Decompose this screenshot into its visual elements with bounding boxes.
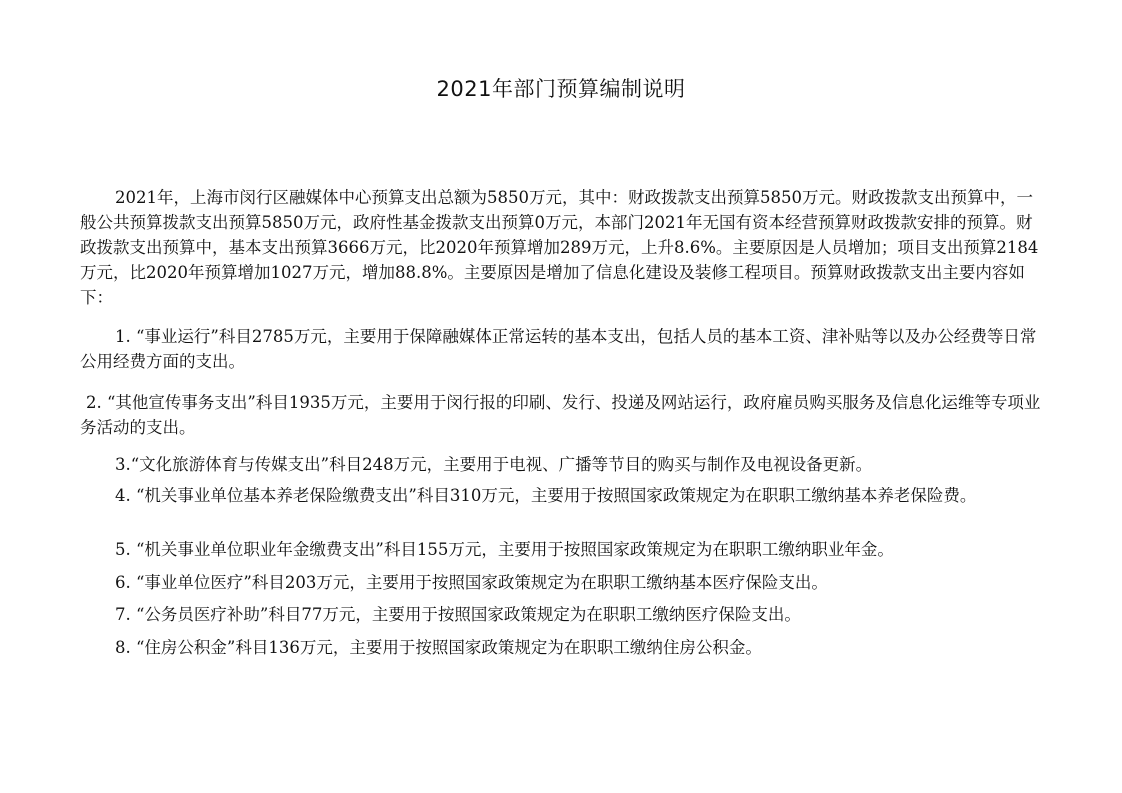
list-item: 3.“文化旅游体育与传媒支出”科目248万元，主要用于电视、广播等节目的购买与制作及电视设备更新。 [115, 455, 873, 474]
page-title: 2021年部门预算编制说明 [436, 77, 686, 101]
list-item: 1. “事业运行”科目2785万元，主要用于保障融媒体正常运转的基本支出，包括人员的基本工资、津补贴等以及办公经费等日常公用经费方面的支出。 [80, 327, 1037, 371]
list-item: 8. “住房公积金”科目136万元，主要用于按照国家政策规定为在职职工缴纳住房公积金。 [115, 638, 762, 657]
list-item: 4. “机关事业单位基本养老保险缴费支出”科目310万元，主要用于按照国家政策规定为在职职工缴纳基本养老保险费。 [115, 486, 977, 505]
list-item: 2. “其他宣传事务支出”科目1935万元，主要用于闵行报的印刷、发行、投递及网站运行，政府雇员购买服务及信息化运维等专项业务活动的支出。 [80, 393, 1041, 437]
intro-paragraph: 2021年，上海市闵行区融媒体中心预算支出总额为5850万元，其中：财政拨款支出预算5850万元。财政拨款支出预算中，一般公共预算拨款支出预算5850万元，政府性基金拨款支出预算0万元，本部门2021年无国有资本经营预算财政拨款安排的预算。财政拨款支出预算中，基本支出预算3666万元，比2020年预算增加289万元，上升8.6%。主要原因是人员增加；项目支出预算2184万元，比2020年预算增加1027万元，增加88.8%。主要原因是增加了信息化建设及装修工程项目。预算财政拨款支出主要内容如下： [80, 188, 1039, 307]
list-item: 5. “机关事业单位职业年金缴费支出”科目155万元，主要用于按照国家政策规定为在职职工缴纳职业年金。 [115, 540, 894, 559]
list-item: 6. “事业单位医疗”科目203万元，主要用于按照国家政策规定为在职职工缴纳基本医疗保险支出。 [115, 573, 828, 592]
list-item: 7. “公务员医疗补助”科目77万元，主要用于按照国家政策规定为在职职工缴纳医疗保险支出。 [115, 605, 801, 624]
